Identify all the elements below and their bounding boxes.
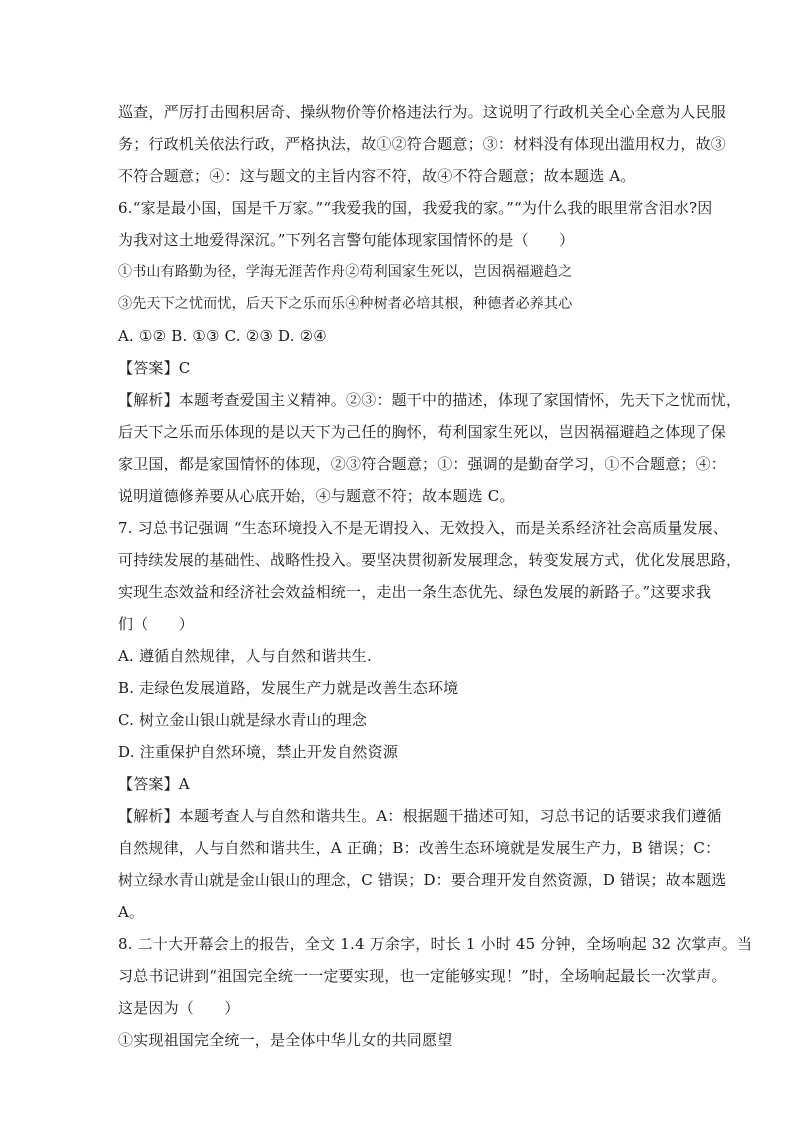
question-8-stem-line-2: 习总书记讲到“祖国完全统一一定要实现，也一定能够实现！”时，全场响起最长一次掌声。 <box>118 967 727 985</box>
question-7-analysis-line-1: 【解析】本题考查人与自然和谐共生。A：根据题干描述可知，习总书记的话要求我们遵循 <box>118 807 722 825</box>
question-7-analysis-line-2: 自然规律，人与自然和谐共生，A 正确；B：改善生态环境就是发展生产力，B 错误；C： <box>118 839 721 857</box>
question-7-answer: 【答案】A <box>118 775 190 793</box>
question-6-statements-1: ①书山有路勤为径，学海无涯苦作舟②苟利国家生死以，岂因祸福避趋之 <box>118 264 573 280</box>
question-7-analysis-line-4: A。 <box>118 903 145 921</box>
question-8-stem-line-1: 8. 二十大开幕会上的报告，全文 1.4 万余字，时长 1 小时 45 分钟，全场响起 32 次掌声。当 <box>118 935 753 953</box>
text-line-1: 巡查，严厉打击囤积居奇、操纵物价等价格违法行为。这说明了行政机关全心全意为人民服 <box>118 103 727 121</box>
question-6-analysis-line-2: 后天下之乐而乐体现的是以天下为己任的胸怀，苟利国家生死以，岂因祸福避趋之体现了保 <box>118 423 727 441</box>
question-7-option-b: B. 走绿色发展道路，发展生产力就是改善生态环境 <box>118 679 459 697</box>
question-6-stem-line-1: 6.“家是最小国，国是千万家。”“我爱我的国，我爱我的家。”“为什么我的眼里常含泪水?因 <box>118 199 713 217</box>
text-line-2: 务；行政机关依法行政，严格执法，故①②符合题意；③：材料没有体现出滥用权力，故③ <box>118 135 727 153</box>
question-7-option-a: A. 遵循自然规律，人与自然和谐共生. <box>118 647 372 665</box>
document-body <box>118 96 753 1056</box>
question-8-stem-line-3: 这是因为（ ） <box>118 999 240 1017</box>
question-7-option-d: D. 注重保护自然环境，禁止开发自然资源 <box>118 743 399 761</box>
question-6-analysis-line-1: 【解析】本题考查爱国主义精神。②③：题干中的描述，体现了家国情怀，先天下之忧而忧， <box>118 391 742 409</box>
question-7-stem-line-2: 可持续发展的基础性、战略性投入。要坚决贯彻新发展理念，转变发展方式，优化发展思路， <box>118 551 742 569</box>
question-7-stem-line-3: 实现生态效益和经济社会效益相统一，走出一条生态优先、绿色发展的新路子。”这要求我 <box>118 583 712 601</box>
question-6-answer: 【答案】C <box>118 359 191 377</box>
question-7-analysis-line-3: 树立绿水青山就是金山银山的理念，C 错误；D：要合理开发自然资源，D 错误；故本题选 <box>118 871 727 889</box>
question-6-statements-2: ③先天下之忧而忧，后天下之乐而乐④种树者必培其根，种德者必养其心 <box>118 296 573 312</box>
question-6-options: A. ①② B. ①③ C. ②③ D. ②④ <box>118 327 327 345</box>
question-7-option-c: C. 树立金山银山就是绿水青山的理念 <box>118 711 368 729</box>
question-6-stem-line-2: 为我对这土地爱得深沉。”下列名言警句能体现家国情怀的是（ ） <box>118 231 575 249</box>
question-8-statement-1: ①实现祖国完全统一，是全体中华儿女的共同愿望 <box>118 1031 453 1049</box>
question-6-analysis-line-3: 家卫国，都是家国情怀的体现，②③符合题意；①：强调的是勤奋学习，①不合题意；④： <box>118 455 727 473</box>
question-7-stem-line-4: 们（ ） <box>118 615 195 633</box>
question-6-analysis-line-4: 说明道德修养要从心底开始，④与题意不符；故本题选 C。 <box>118 487 515 505</box>
question-7-stem-line-1: 7. 习总书记强调 “生态环境投入不是无谓投入、无效投入，而是关系经济社会高质量发展、 <box>118 519 729 537</box>
text-line-3: 不符合题意；④：这与题文的主旨内容不符，故④不符合题意；故本题选 A。 <box>118 167 636 185</box>
